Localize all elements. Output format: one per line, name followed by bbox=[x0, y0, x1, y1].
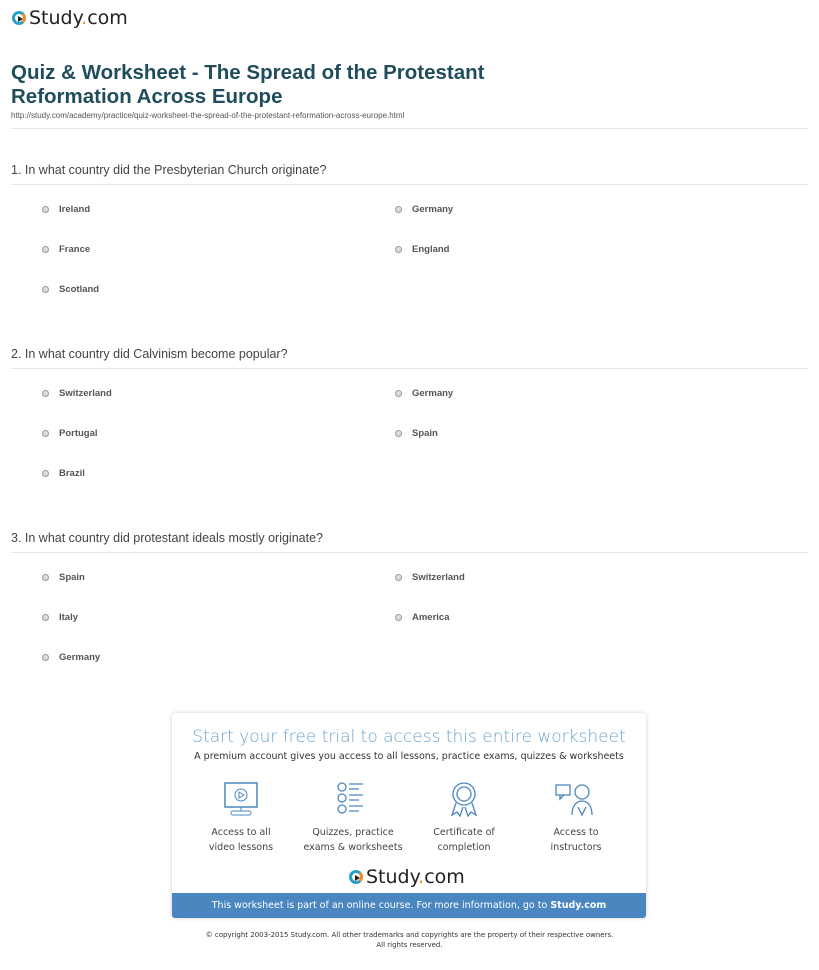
option-label: Italy bbox=[59, 612, 79, 623]
radio-button[interactable] bbox=[395, 614, 402, 621]
feature-label: Quizzes, practice bbox=[312, 827, 394, 838]
rights-reserved: All rights reserved. bbox=[376, 941, 443, 949]
answer-option[interactable] bbox=[42, 468, 85, 479]
option-label: Portugal bbox=[59, 428, 98, 439]
course-info-bar bbox=[172, 893, 646, 918]
page-url[interactable]: http://study.com/academy/practice/quiz-worksheet-the-spread-of-the-protestant-reformation-across-europe.html bbox=[11, 111, 405, 120]
answer-option[interactable] bbox=[42, 612, 78, 623]
option-label: Germany bbox=[412, 204, 454, 215]
radio-button[interactable] bbox=[42, 614, 49, 621]
option-label: England bbox=[412, 244, 450, 255]
feature-label: Access to all bbox=[211, 827, 271, 838]
option-label: Switzerland bbox=[412, 572, 465, 583]
divider bbox=[11, 184, 808, 185]
option-label: Brazil bbox=[59, 468, 85, 479]
promo-study-logo[interactable] bbox=[349, 866, 465, 888]
answer-option[interactable] bbox=[395, 204, 453, 215]
feature-label: exams & worksheets bbox=[303, 842, 403, 853]
logo-text: Study bbox=[29, 7, 82, 29]
divider bbox=[11, 552, 808, 553]
divider bbox=[11, 368, 808, 369]
play-icon bbox=[12, 11, 26, 25]
page-title: Quiz & Worksheet - The Spread of the Protestant Reformation Across Europe bbox=[11, 61, 485, 108]
feature-label: completion bbox=[437, 842, 491, 853]
answer-option[interactable] bbox=[395, 388, 453, 399]
promo-heading: Start your free trial to access this entire worksheet bbox=[192, 727, 626, 747]
radio-button[interactable] bbox=[395, 390, 402, 397]
answer-option[interactable] bbox=[42, 204, 90, 215]
radio-button[interactable] bbox=[42, 430, 49, 437]
radio-button[interactable] bbox=[42, 470, 49, 477]
feature-certificate bbox=[409, 781, 519, 855]
logo-dot: . bbox=[81, 7, 88, 29]
radio-button[interactable] bbox=[42, 390, 49, 397]
logo-text: Study bbox=[366, 866, 419, 888]
radio-button[interactable] bbox=[395, 246, 402, 253]
free-trial-promo bbox=[172, 713, 646, 918]
study-link[interactable]: Study.com bbox=[550, 900, 607, 911]
feature-label: video lessons bbox=[208, 842, 274, 853]
feature-label: Certificate of bbox=[433, 827, 495, 838]
divider bbox=[11, 128, 808, 129]
answer-option[interactable] bbox=[395, 612, 450, 623]
feature-label: instructors bbox=[550, 842, 602, 853]
question-text: 3. In what country did protestant ideals mostly originate? bbox=[11, 531, 323, 545]
radio-button[interactable] bbox=[42, 246, 49, 253]
feature-instructors bbox=[521, 781, 631, 855]
feature-label: Access to bbox=[553, 827, 599, 838]
answer-option[interactable] bbox=[42, 428, 98, 439]
certificate-icon bbox=[444, 781, 484, 817]
video-lesson-icon bbox=[221, 781, 261, 817]
radio-button[interactable] bbox=[395, 206, 402, 213]
question-text: 2. In what country did Calvinism become popular? bbox=[11, 347, 288, 361]
radio-button[interactable] bbox=[42, 286, 49, 293]
option-label: Ireland bbox=[59, 204, 91, 215]
answer-option[interactable] bbox=[42, 572, 85, 583]
feature-video bbox=[186, 781, 296, 855]
answer-option[interactable] bbox=[42, 284, 99, 295]
answer-option[interactable] bbox=[395, 572, 465, 583]
radio-button[interactable] bbox=[42, 206, 49, 213]
answer-option[interactable] bbox=[42, 244, 90, 255]
study-logo[interactable] bbox=[12, 7, 128, 29]
option-label: Germany bbox=[59, 652, 101, 663]
option-label: America bbox=[412, 612, 450, 623]
logo-dot: . bbox=[418, 866, 425, 888]
radio-button[interactable] bbox=[395, 574, 402, 581]
option-label: Spain bbox=[412, 428, 438, 439]
feature-quizzes bbox=[298, 781, 408, 855]
question-text: 1. In what country did the Presbyterian Church originate? bbox=[11, 163, 327, 177]
promo-subheading: A premium account gives you access to all lessons, practice exams, quizzes & worksheets bbox=[194, 751, 624, 762]
answer-option[interactable] bbox=[42, 388, 112, 399]
instructor-icon bbox=[554, 781, 598, 817]
quiz-list-icon bbox=[333, 781, 373, 817]
answer-option[interactable] bbox=[395, 244, 449, 255]
answer-option[interactable] bbox=[395, 428, 438, 439]
answer-option[interactable] bbox=[42, 652, 100, 663]
radio-button[interactable] bbox=[395, 430, 402, 437]
option-label: Scotland bbox=[59, 284, 100, 295]
radio-button[interactable] bbox=[42, 574, 49, 581]
copyright: © copyright 2003-2015 Study.com. All other trademarks and copyrights are the property of their respective owners. bbox=[205, 931, 614, 939]
option-label: Switzerland bbox=[59, 388, 112, 399]
option-label: France bbox=[59, 244, 91, 255]
option-label: Spain bbox=[59, 572, 85, 583]
logo-tld: com bbox=[87, 7, 128, 29]
radio-button[interactable] bbox=[42, 654, 49, 661]
course-info-text: This worksheet is part of an online course. For more information, go to bbox=[211, 900, 551, 911]
footer bbox=[0, 930, 819, 950]
logo-tld: com bbox=[424, 866, 465, 888]
option-label: Germany bbox=[412, 388, 454, 399]
play-icon bbox=[349, 870, 363, 884]
